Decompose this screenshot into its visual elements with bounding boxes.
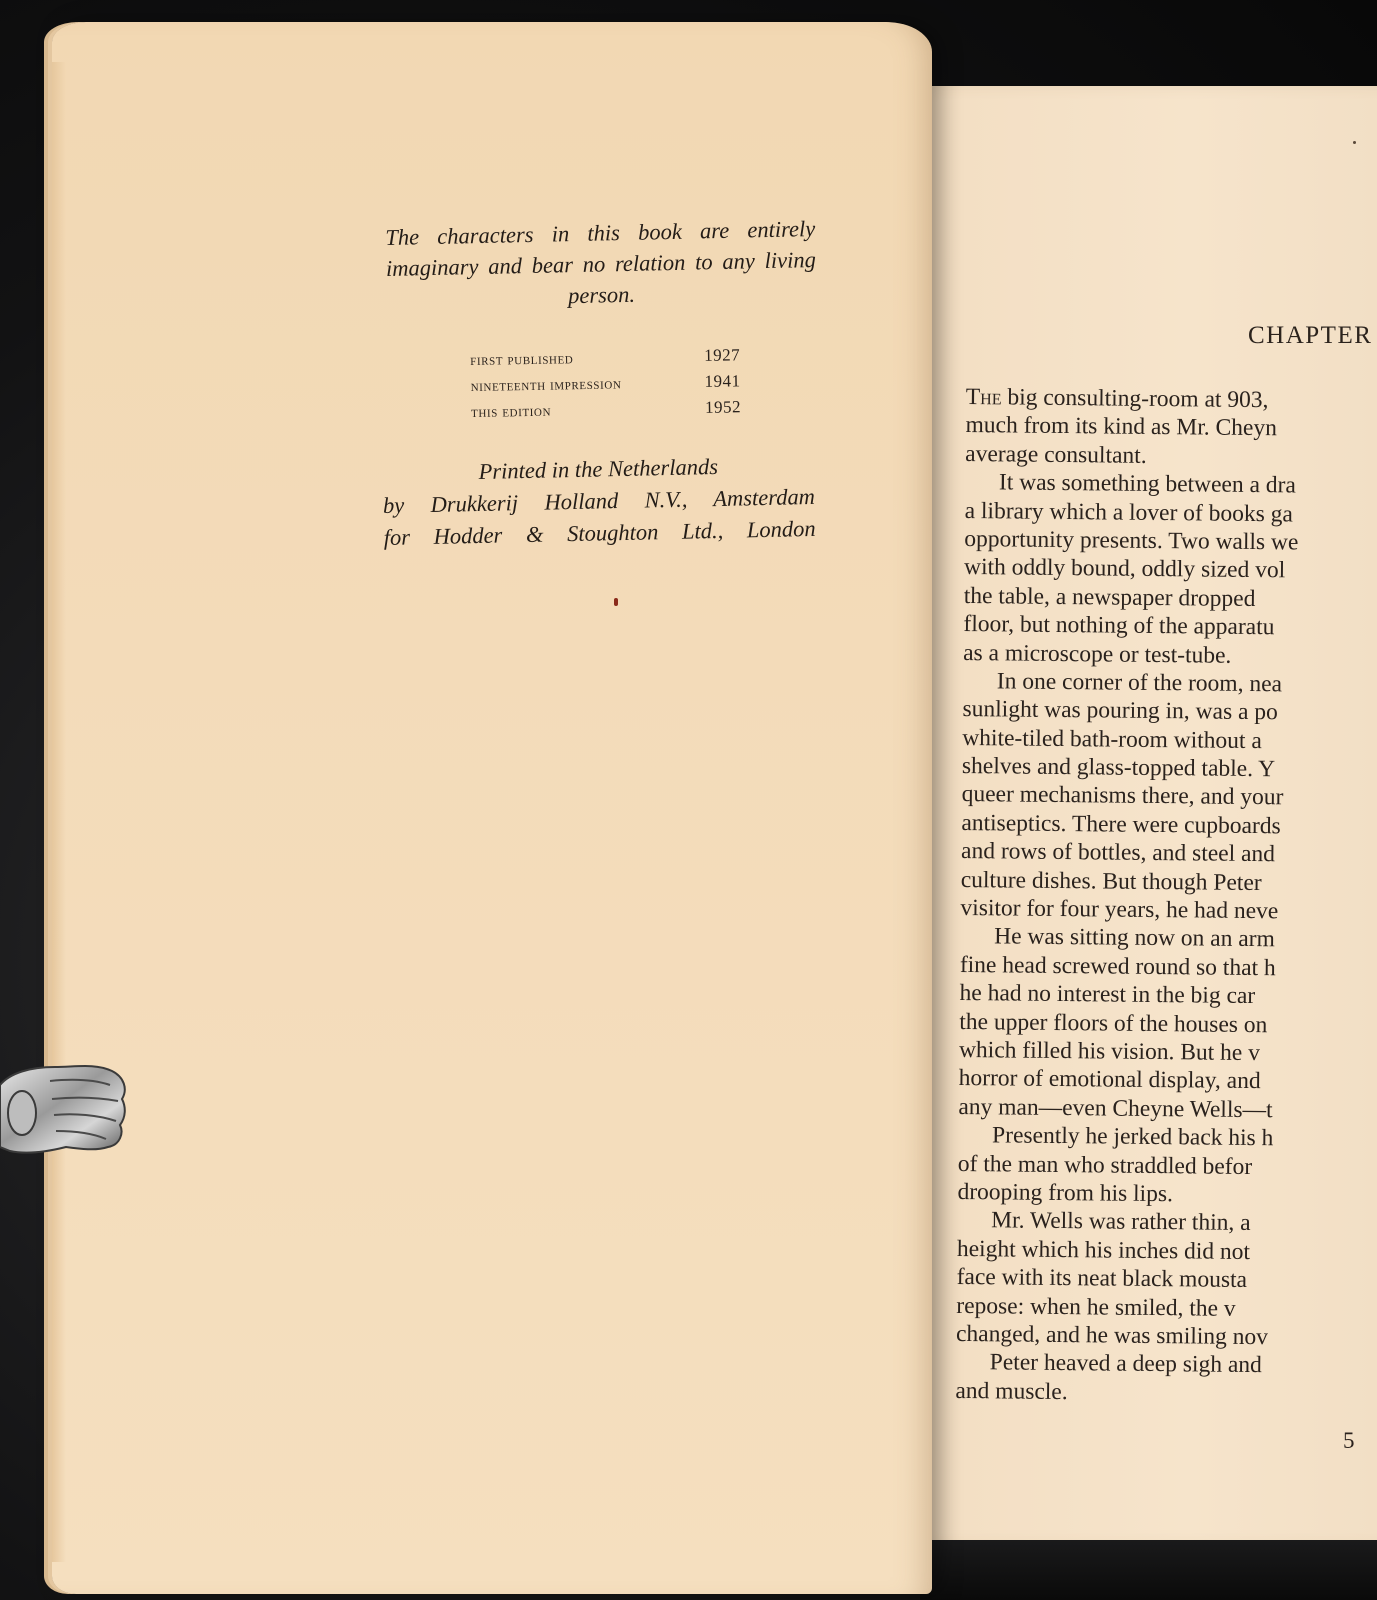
text-line: horror of emotional display, and [958, 1065, 1261, 1095]
text-line: much from its kind as Mr. Cheyn [965, 412, 1278, 442]
text-line: floor, but nothing of the apparatu [963, 611, 1275, 641]
text-line: repose: when he smiled, the v [956, 1292, 1236, 1322]
printer-line: Printed in the Netherlands [478, 453, 719, 484]
text-line: white-tiled bath-room without a [962, 724, 1262, 754]
text-line: culture dishes. But though Peter [960, 866, 1262, 896]
ink-mark [614, 598, 618, 606]
text-line: as a microscope or test-tube. [963, 639, 1232, 669]
text-line: drooping from his lips. [957, 1178, 1174, 1208]
text-line: the upper floors of the houses on [959, 1008, 1268, 1038]
publication-history [470, 345, 741, 428]
text-line: and rows of bottles, and steel and [960, 838, 1276, 868]
ink-speck [1353, 141, 1356, 144]
publication-label: this edition [470, 403, 552, 421]
text-line: with oddly bound, oddly sized vol [963, 554, 1286, 584]
text-line: shelves and glass-topped table. Y [961, 753, 1276, 783]
publication-year: 1952 [704, 397, 742, 417]
text-line: of the man who straddled befor [957, 1150, 1253, 1180]
text-line: Presently he jerked back his h [991, 1122, 1274, 1152]
publication-label: nineteenth impression [470, 376, 622, 395]
text-line: fine head screwed round so that h [959, 951, 1276, 982]
text-line: height which his inches did not [956, 1235, 1251, 1265]
chapter-body-text [955, 383, 1377, 1410]
text-line: any man—even Cheyne Wells—t [958, 1093, 1273, 1124]
text-line: In one corner of the room, nea [996, 668, 1283, 698]
text-line: a library which a lover of books ga [964, 497, 1294, 527]
text-line: visitor for four years, he had neve [960, 895, 1279, 925]
printer-line: for Hodder & Stoughton Ltd., London [383, 515, 816, 550]
text-line: average consultant. [965, 440, 1147, 469]
text-line: face with its neat black mousta [956, 1264, 1248, 1294]
text-line: opportunity presents. Two walls we [964, 525, 1299, 556]
printer-line: by Drukkerij Holland N.V., Amsterdam [382, 483, 816, 518]
text-line: which filled his vision. But he v [958, 1036, 1261, 1067]
text-line: changed, and he was smiling nov [955, 1320, 1269, 1351]
chapter-heading: CHAPTER [1248, 322, 1373, 349]
publication-label: first published [470, 351, 574, 369]
disclaimer-text: The characters in this book are entirely imaginary and bear no relation to any living person. [385, 215, 817, 309]
text-line: Peter heaved a deep sigh and [989, 1349, 1262, 1379]
text-line: antiseptics. There were cupboards [961, 809, 1281, 840]
text-line: It was something between a dra [998, 469, 1297, 499]
text-line: queer mechanisms there, and your [961, 781, 1284, 811]
publication-year: 1941 [704, 371, 741, 391]
hand-clip-icon [0, 1055, 130, 1163]
text-line: Mr. Wells was rather thin, a [991, 1207, 1251, 1237]
shadow-strip [920, 1540, 1377, 1600]
publication-year: 1927 [703, 345, 741, 365]
publication-row [471, 397, 741, 428]
text-line: he had no interest in the big car [959, 980, 1256, 1010]
page-edge [52, 62, 66, 1562]
text-line: sunlight was pouring in, was a po [962, 696, 1278, 726]
page-number: 5 [1343, 1428, 1355, 1453]
text-line: the table, a newspaper dropped [963, 582, 1256, 612]
text-line: and muscle. [955, 1377, 1068, 1405]
printer-imprint [382, 449, 816, 554]
text-line: He was sitting now on an arm [994, 923, 1275, 953]
text-line: The big consulting-room at 903, [965, 383, 1269, 414]
